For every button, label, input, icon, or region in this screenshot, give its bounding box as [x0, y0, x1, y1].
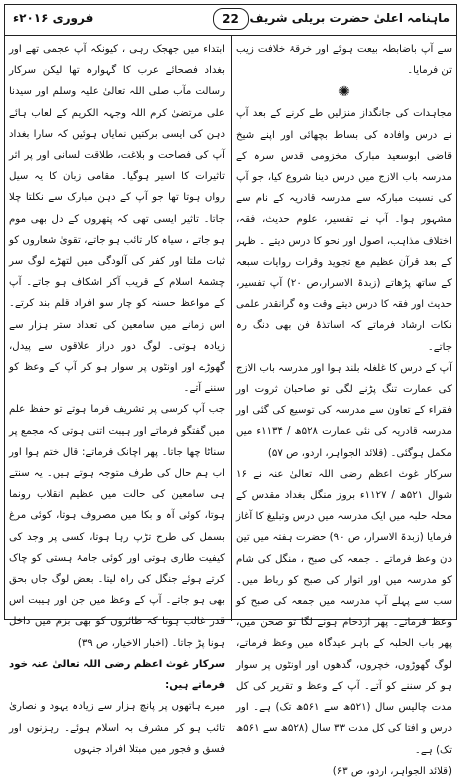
left-paragraph-4: میرے ہاتھوں پر پانچ ہزار سے زیادہ یہود و نصاریٰ تائب ہو کر مشرف بہ اسلام ہوئے۔ رہزنوں اور فسق و فجور میں مبتلا افراد جنہوں	[9, 701, 225, 755]
left-paragraph-1: ابتداء میں جھجک رہی ، کیونکہ آپ عجمی تھے اور بغداد فصحائے عرب کا گہوارہ تھا لیکن سرکار رسالت مآب صلی اللہ تعالیٰ علیہ وسلم اور سیدنا علی مرتضیٰ کرم اللہ وجہہ الکریم کے لعاب ہائے دہن کی ایسی برکتیں نمایاں ہوئیں کہ سارا بغداد آپ کی فصاحت و بلاغت، طلاقت لسانی اور پر اثر تاثیرات کا اسیر ہوگیا۔ مقامی زبان کا یہ سیل رواں ہوتا تھا جو آپ کے دہن مبارک سے نکلتا چلا جاتا۔ تاثیر ایسی تھی کہ پتھروں کے دل بھی موم ہو جاتے ، سیاہ کار تائب ہو جاتے، تقویٰ شعاروں کو ثبات ملتا اور کفر کی آلودگی میں لتھڑے لوگ سر چشمۂ اسلام کے قریب آکر اشکاف ہو جاتے۔ آپ کے مواعظ حسنہ کو چار سو افراد قلم بند کرتے۔ اس زمانے میں سامعین کی تعداد ستر ہزار سے زیادہ ہوتی۔ لوگ دور دراز علاقوں سے پیدل، گھوڑے اور اونٹوں پر سوار ہو کر آپ کے وعظ کو سننے آتے۔	[9, 44, 225, 395]
right-paragraph-3: آپ کے درس کا غلغلہ بلند ہوا اور مدرسہ باب الازج کی عمارت تنگ پڑنے لگی تو صاحبان ثروت اور فقراء کے تعاون سے مدرسہ کی توسیع کی گئی اور مدرسہ قادریہ کی نئی عمارت ۵۲۸ھ / ۱۱۳۴ء میں مکمل ہوگئی۔ (قلائد الجواہر، اردو، ص ۵۷)	[236, 362, 452, 459]
left-paragraph-2: جب آپ کرسی پر تشریف فرما ہوتے تو حفظ علم میں گفتگو فرماتے اور ہیبت اتنی ہوتی کہ مجمع پر سناٹا چھا جاتا۔ پھر اچانک فرماتے: قال ختم ہوا اور اب ہم حال کی طرف متوجہ ہوتے ہیں۔ یہ سنتے ہی سامعین کی حالت میں عظیم انقلاب رونما ہوتا، کوئی آہ و بکا میں مصروف ہوتا، کوئی مرغ بسمل کی طرح تڑپ رہا ہوتا، کسی پر وجد کی کیفیت طاری ہوتی اور کوئی جامۂ ہستی کو چاک کرتے ہوئے جنگل کی راہ لیتا۔ بعض لوگ جاں بحق بھی ہو جاتے۔ آپ کے وعظ میں جن اور ہیبت اس قدر غالب ہوتا کہ طائروں کو بھی بزم میں داخل ہونا پڑ جاتا۔ (اخبار الاخیار، ص ۳۹)	[9, 404, 225, 649]
magazine-page	[4, 4, 457, 777]
page-number: 22	[213, 8, 249, 30]
right-column	[236, 39, 453, 777]
page-header	[5, 5, 456, 36]
left-quote-heading: سرکار غوث اعظم رضی اللہ تعالیٰ عنہ خود فرماتے ہیں:	[9, 658, 225, 692]
right-paragraph-2: مجاہدات کی جانگداز منزلیں طے کرنے کے بعد آپ نے درس وافادہ کی بساط بچھائی اور اپنے شیخ قاضی ابوسعید مبارک مخزومی قدس سرہ کے مدرسہ باب الازج میں درس دینا شروع کیا، جو آپ کی نسبت مبارکہ سے مدرسہ قادریہ کے نام سے مشہور ہوا۔ آپ نے تفسیر، علوم حدیث، فقہ، اختلاف مذاہب، اصول اور نحو کا درس دیتے ۔ ظہر کے بعد قرآن عظیم مع تجوید وقرات روایات سبعہ کے ساتھ پڑھاتے (زبدۃ الاسرار،ص ۲۰) آپ تفسیر، حدیث اور فقہ کا درس دیتے وقت وہ گرانقدر علمی نکات ارشاد فرماتے کہ اساتذۂ فن بھی دنگ رہ جاتے۔	[236, 108, 453, 353]
left-column	[9, 39, 225, 755]
right-paragraph-4: سرکار غوث اعظم رضی اللہ تعالیٰ عنہ نے ۱۶ شوال ۵۲۱ھ / ۱۱۲۷ء بروز منگل بغداد مقدس کے محلہ حلبہ میں ایک مدرسہ میں درس وتبلیغ کا آغاز فرمایا (زبدۃ الاسرار، ص ۹۰) حضرت ہفتہ میں تین دن وعظ فرماتے ۔ جمعہ کی صبح ، منگل کی شام کو مدرسہ میں اور اتوار کی صبح کو رباط میں۔ سب سے پہلے آپ مدرسہ میں جمعہ کی صبح کو وعظ فرماتے۔ پھر ازدحام ہونے لگا تو صحن میں، پھر باب الحلبہ کے باہر عیدگاہ میں وعظ فرماتے، لوگ گھوڑوں، خچروں، گدھوں اور اونٹوں پر سوار ہو کر سننے کو آتے۔ آپ کے وعظ و تقریر کی کل مدت چالیس سال (۵۲۱ھ سے ۵۶۱ھ تک) ہے۔ اور درس و افتا کی کل مدت ۳۳ سال (۵۲۸ھ سے ۵۶۱ھ تک) ہے۔	[236, 468, 452, 756]
magazine-title: ماہنامہ اعلیٰ حضرت بریلی شریف	[249, 11, 450, 25]
issue-date: فروری ۲۰۱۶ء	[13, 11, 94, 25]
ornament-icon: ✺	[338, 84, 350, 101]
right-reference: (قلائد الجواہر، اردو، ص ۶۳)	[332, 765, 452, 777]
right-paragraph-1: سے آپ باضابطہ بیعت ہوئے اور خرقۂ خلافت زیب تن فرمایا۔	[236, 44, 452, 77]
column-divider	[231, 35, 232, 621]
